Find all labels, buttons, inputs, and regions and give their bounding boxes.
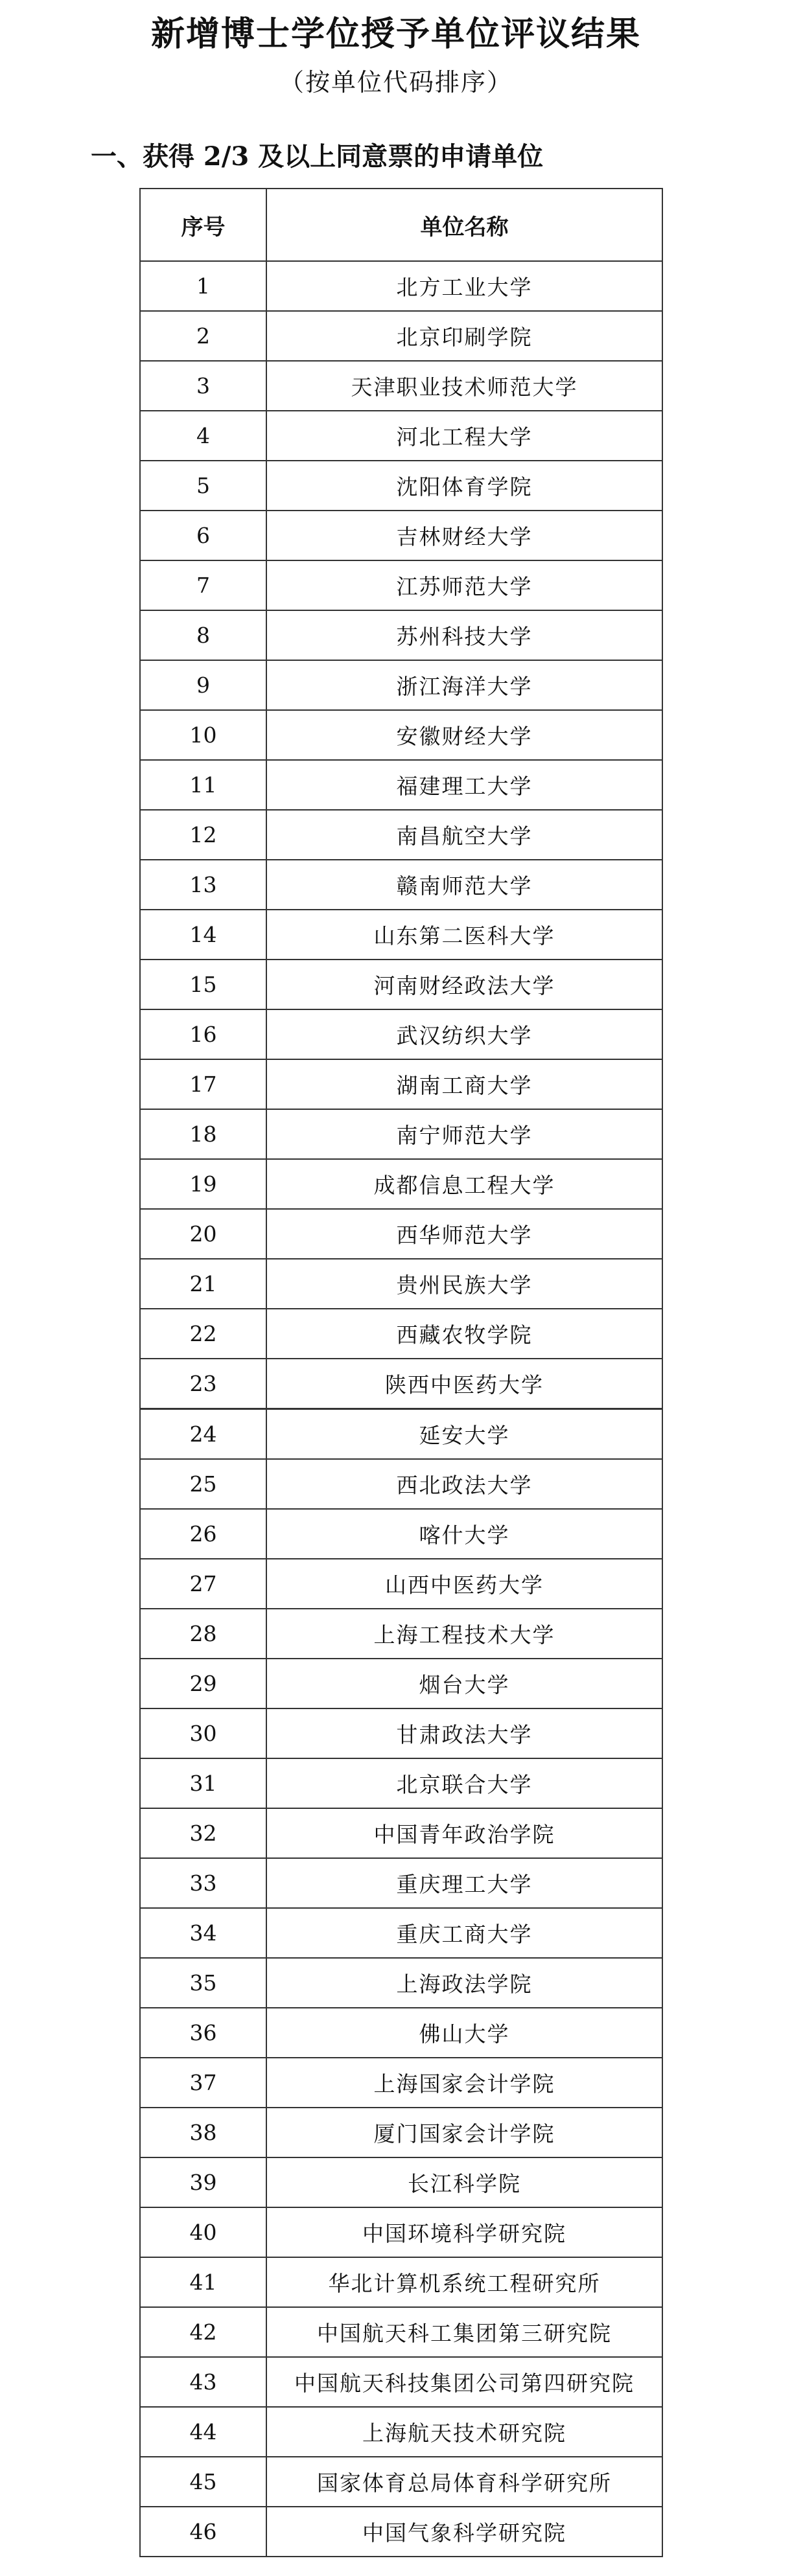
row-unit-name: 长江科学院 <box>266 2157 662 2207</box>
row-index: 45 <box>140 2457 266 2507</box>
row-index: 9 <box>140 660 266 710</box>
row-index: 1 <box>140 261 266 311</box>
row-unit-name: 江苏师范大学 <box>266 560 662 610</box>
row-unit-name: 北京联合大学 <box>266 1758 662 1808</box>
table-header-row <box>140 189 662 261</box>
table-row <box>140 1609 662 1659</box>
row-index: 19 <box>140 1159 266 1209</box>
row-unit-name: 喀什大学 <box>266 1509 662 1559</box>
row-unit-name: 北方工业大学 <box>266 261 662 311</box>
table-row <box>140 710 662 760</box>
table-row <box>140 1509 662 1559</box>
row-index: 30 <box>140 1708 266 1758</box>
header-index: 序号 <box>140 189 266 261</box>
row-index: 8 <box>140 610 266 660</box>
table-row <box>140 1559 662 1609</box>
row-unit-name: 吉林财经大学 <box>266 511 662 560</box>
row-unit-name: 重庆工商大学 <box>266 1908 662 1958</box>
table-row <box>140 2257 662 2307</box>
row-unit-name: 上海国家会计学院 <box>266 2058 662 2108</box>
table-row <box>140 2307 662 2357</box>
row-index: 25 <box>140 1459 266 1509</box>
row-unit-name: 重庆理工大学 <box>266 1858 662 1908</box>
row-unit-name: 西藏农牧学院 <box>266 1309 662 1359</box>
document-subtitle: （按单位代码排序） <box>279 68 513 97</box>
row-index: 6 <box>140 511 266 560</box>
table-row <box>140 511 662 560</box>
table-row <box>140 261 662 311</box>
row-index: 16 <box>140 1009 266 1059</box>
row-index: 5 <box>140 461 266 511</box>
row-unit-name: 山东第二医科大学 <box>266 910 662 960</box>
table-row <box>140 1209 662 1259</box>
table-row <box>140 1858 662 1908</box>
row-unit-name: 河北工程大学 <box>266 411 662 461</box>
row-index: 44 <box>140 2407 266 2457</box>
row-unit-name: 上海工程技术大学 <box>266 1609 662 1659</box>
row-index: 35 <box>140 1958 266 2008</box>
row-unit-name: 赣南师范大学 <box>266 860 662 910</box>
table-row <box>140 1459 662 1509</box>
row-unit-name: 山西中医药大学 <box>266 1559 662 1609</box>
table-row <box>140 461 662 511</box>
row-unit-name: 武汉纺织大学 <box>266 1009 662 1059</box>
row-unit-name: 上海航天技术研究院 <box>266 2407 662 2457</box>
row-index: 28 <box>140 1609 266 1659</box>
header-unit-name: 单位名称 <box>266 189 662 261</box>
table-row <box>140 411 662 461</box>
table-row <box>140 311 662 361</box>
row-index: 10 <box>140 710 266 760</box>
row-unit-name: 浙江海洋大学 <box>266 660 662 710</box>
row-unit-name: 安徽财经大学 <box>266 710 662 760</box>
table-row <box>140 560 662 610</box>
row-index: 2 <box>140 311 266 361</box>
row-unit-name: 北京印刷学院 <box>266 311 662 361</box>
row-index: 20 <box>140 1209 266 1259</box>
table-row <box>140 361 662 411</box>
table-row <box>140 1758 662 1808</box>
row-index: 27 <box>140 1559 266 1609</box>
row-unit-name: 福建理工大学 <box>266 760 662 810</box>
row-unit-name: 佛山大学 <box>266 2008 662 2058</box>
table-row <box>140 1259 662 1309</box>
table-row <box>140 1958 662 2008</box>
row-unit-name: 中国气象科学研究院 <box>266 2507 662 2557</box>
table-row <box>140 2457 662 2507</box>
row-unit-name: 甘肃政法大学 <box>266 1708 662 1758</box>
row-index: 40 <box>140 2207 266 2257</box>
table-row <box>140 1359 662 1409</box>
table-row <box>140 760 662 810</box>
row-index: 32 <box>140 1808 266 1858</box>
row-unit-name: 西华师范大学 <box>266 1209 662 1259</box>
table-row <box>140 2108 662 2157</box>
row-index: 31 <box>140 1758 266 1808</box>
row-index: 46 <box>140 2507 266 2557</box>
table-row <box>140 2008 662 2058</box>
row-unit-name: 上海政法学院 <box>266 1958 662 2008</box>
row-index: 18 <box>140 1109 266 1159</box>
row-index: 42 <box>140 2307 266 2357</box>
table-row <box>140 810 662 860</box>
row-unit-name: 沈阳体育学院 <box>266 461 662 511</box>
row-index: 38 <box>140 2108 266 2157</box>
row-unit-name: 中国航天科技集团公司第四研究院 <box>266 2357 662 2407</box>
table-row <box>140 1159 662 1209</box>
row-unit-name: 天津职业技术师范大学 <box>266 361 662 411</box>
row-index: 22 <box>140 1309 266 1359</box>
results-table-part-2 <box>139 1409 663 2557</box>
table-row <box>140 860 662 910</box>
table-row <box>140 1409 662 1459</box>
row-index: 41 <box>140 2257 266 2307</box>
row-index: 43 <box>140 2357 266 2407</box>
row-unit-name: 南昌航空大学 <box>266 810 662 860</box>
table-row <box>140 1109 662 1159</box>
row-index: 13 <box>140 860 266 910</box>
row-unit-name: 中国航天科工集团第三研究院 <box>266 2307 662 2357</box>
results-table-part-1 <box>139 188 663 1409</box>
table-row <box>140 1808 662 1858</box>
row-index: 12 <box>140 810 266 860</box>
table-row <box>140 2157 662 2207</box>
table-row <box>140 1009 662 1059</box>
row-index: 34 <box>140 1908 266 1958</box>
table-row <box>140 1309 662 1359</box>
row-unit-name: 成都信息工程大学 <box>266 1159 662 1209</box>
table-row <box>140 1908 662 1958</box>
row-index: 24 <box>140 1409 266 1459</box>
table-row <box>140 2507 662 2557</box>
row-unit-name: 苏州科技大学 <box>266 610 662 660</box>
row-unit-name: 国家体育总局体育科学研究所 <box>266 2457 662 2507</box>
row-index: 21 <box>140 1259 266 1309</box>
row-index: 15 <box>140 960 266 1009</box>
row-unit-name: 贵州民族大学 <box>266 1259 662 1309</box>
row-unit-name: 延安大学 <box>266 1409 662 1459</box>
row-index: 14 <box>140 910 266 960</box>
row-unit-name: 华北计算机系统工程研究所 <box>266 2257 662 2307</box>
table-row <box>140 2357 662 2407</box>
table-row <box>140 1708 662 1758</box>
table-row <box>140 1659 662 1708</box>
table-row <box>140 2058 662 2108</box>
table-row <box>140 1059 662 1109</box>
row-index: 3 <box>140 361 266 411</box>
section-heading: 一、获得 2/3 及以上同意票的申请单位 <box>91 141 544 172</box>
row-unit-name: 中国环境科学研究院 <box>266 2207 662 2257</box>
table-row <box>140 610 662 660</box>
row-unit-name: 河南财经政法大学 <box>266 960 662 1009</box>
row-index: 17 <box>140 1059 266 1109</box>
row-unit-name: 烟台大学 <box>266 1659 662 1708</box>
row-unit-name: 厦门国家会计学院 <box>266 2108 662 2157</box>
table-row <box>140 2207 662 2257</box>
row-index: 7 <box>140 560 266 610</box>
row-index: 29 <box>140 1659 266 1708</box>
row-index: 11 <box>140 760 266 810</box>
row-index: 39 <box>140 2157 266 2207</box>
row-unit-name: 西北政法大学 <box>266 1459 662 1509</box>
row-index: 33 <box>140 1858 266 1908</box>
row-index: 36 <box>140 2008 266 2058</box>
row-index: 26 <box>140 1509 266 1559</box>
row-index: 37 <box>140 2058 266 2108</box>
table-row <box>140 910 662 960</box>
row-unit-name: 陕西中医药大学 <box>266 1359 662 1409</box>
table-row <box>140 960 662 1009</box>
document-title: 新增博士学位授予单位评议结果 <box>150 14 641 54</box>
table-row <box>140 660 662 710</box>
row-index: 4 <box>140 411 266 461</box>
row-unit-name: 南宁师范大学 <box>266 1109 662 1159</box>
row-unit-name: 中国青年政治学院 <box>266 1808 662 1858</box>
row-unit-name: 湖南工商大学 <box>266 1059 662 1109</box>
row-index: 23 <box>140 1359 266 1409</box>
table-row <box>140 2407 662 2457</box>
